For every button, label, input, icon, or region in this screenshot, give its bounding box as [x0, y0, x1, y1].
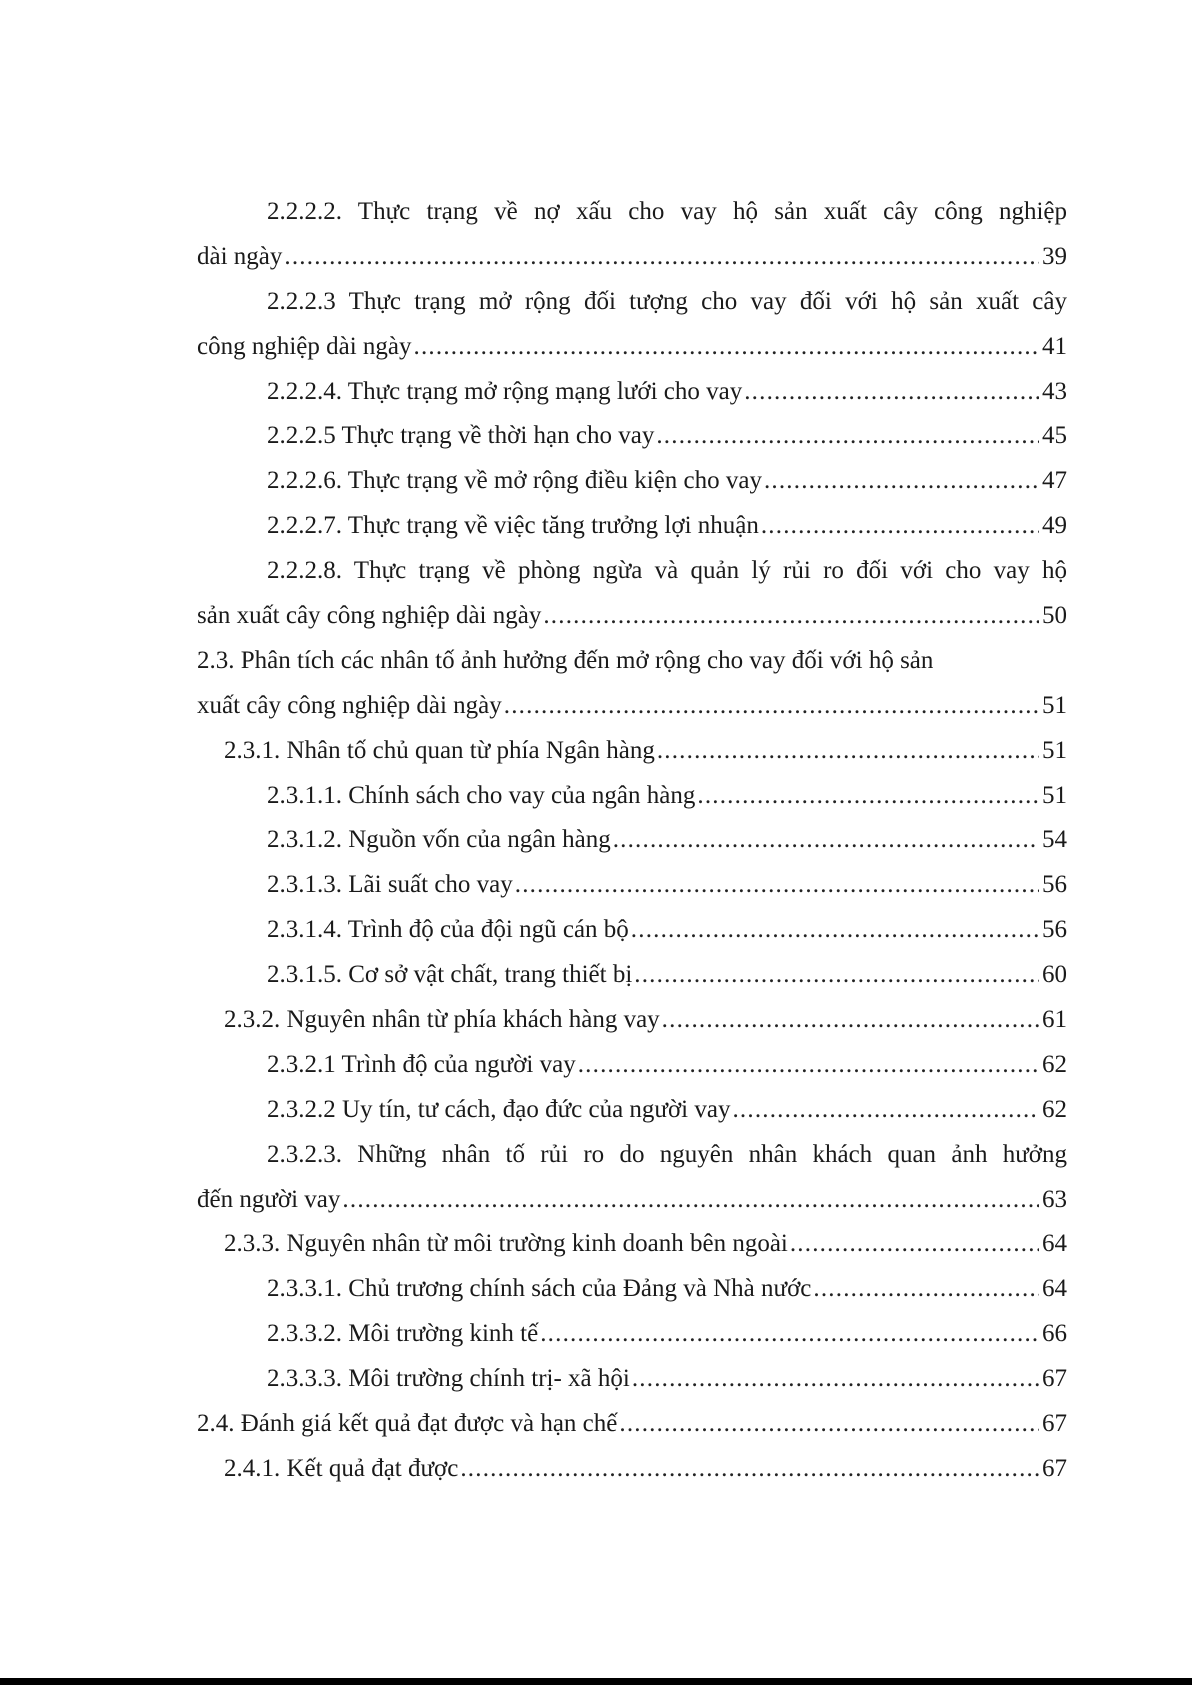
toc-entry-page-number: 67: [1042, 1454, 1067, 1482]
dot-leader: [504, 684, 1039, 729]
toc-entry[interactable]: [197, 325, 1067, 370]
toc-entry[interactable]: [197, 908, 1067, 953]
toc-entry[interactable]: [197, 1357, 1067, 1402]
toc-entry[interactable]: [197, 594, 1067, 639]
toc-entry[interactable]: [197, 1088, 1067, 1133]
toc-entry[interactable]: [197, 998, 1067, 1043]
toc-entry-first-line: 2.3. Phân tích các nhân tố ảnh hưởng đến mở rộng cho vay đối với hộ sản: [197, 646, 934, 674]
toc-entry-title: sản xuất cây công nghiệp dài ngày: [197, 602, 542, 630]
toc-entry-title: 2.3.3.2. Môi trường kinh tế: [267, 1320, 539, 1348]
toc-entry-page-number: 66: [1042, 1320, 1067, 1348]
toc-entry-page-number: 63: [1042, 1185, 1067, 1213]
toc-entry[interactable]: [197, 953, 1067, 998]
toc-entry-page-number: 51: [1042, 691, 1067, 719]
toc-entry-page-number: 67: [1042, 1410, 1067, 1438]
toc-entry-title: 2.4.1. Kết quả đạt được: [224, 1454, 459, 1482]
dot-leader: [764, 459, 1039, 504]
toc-entry-title: 2.3.2.2 Uy tín, tư cách, đạo đức của người vay: [267, 1095, 731, 1123]
toc-entry-page-number: 60: [1042, 961, 1067, 989]
toc-entry-page-number: 62: [1042, 1050, 1067, 1078]
toc-entry-page-number: 47: [1042, 467, 1067, 495]
toc-entry-title: 2.3.2.1 Trình độ của người vay: [267, 1050, 576, 1078]
bottom-border: [0, 1678, 1192, 1685]
dot-leader: [697, 774, 1039, 819]
toc-entry[interactable]: [197, 1312, 1067, 1357]
table-of-contents: [197, 190, 1067, 1492]
toc-entry-title: 2.3.3.3. Môi trường chính trị- xã hội: [267, 1365, 630, 1393]
toc-entry-title: 2.4. Đánh giá kết quả đạt được và hạn chế: [197, 1410, 618, 1438]
toc-entry[interactable]: [197, 459, 1067, 504]
toc-entry-page-number: 62: [1042, 1095, 1067, 1123]
dot-leader: [790, 1222, 1039, 1267]
toc-entry-page-number: 49: [1042, 512, 1067, 540]
toc-entry[interactable]: [197, 1267, 1067, 1312]
dot-leader: [619, 1402, 1039, 1447]
toc-entry[interactable]: [197, 818, 1067, 863]
toc-entry-page-number: 43: [1042, 377, 1067, 405]
toc-entry-first-line: 2.2.2.3 Thực trạng mở rộng đối tượng cho vay đối với hộ sản xuất cây: [267, 287, 1067, 315]
toc-entry-page-number: 61: [1042, 1006, 1067, 1034]
toc-entry-title: 2.3.3. Nguyên nhân từ môi trường kinh doanh bên ngoài: [224, 1230, 788, 1258]
dot-leader: [744, 370, 1039, 415]
toc-entry[interactable]: [197, 370, 1067, 415]
toc-entry-title: dài ngày: [197, 242, 283, 270]
dot-leader: [414, 325, 1039, 370]
toc-entry-title: 2.2.2.7. Thực trạng về việc tăng trưởng lợi nhuận: [267, 512, 759, 540]
toc-entry-title: 2.3.1.2. Nguồn vốn của ngân hàng: [267, 826, 611, 854]
dot-leader: [460, 1447, 1039, 1492]
toc-entry-title: 2.3.3.1. Chủ trương chính sách của Đảng và Nhà nước: [267, 1275, 812, 1303]
toc-entry[interactable]: [197, 235, 1067, 280]
dot-leader: [656, 414, 1039, 459]
toc-entry[interactable]: [197, 1447, 1067, 1492]
toc-entry-page-number: 56: [1042, 871, 1067, 899]
dot-leader: [284, 235, 1039, 280]
toc-entry[interactable]: [197, 684, 1067, 729]
toc-entry-first-line: 2.2.2.8. Thực trạng về phòng ngừa và quản lý rủi ro đối với cho vay hộ: [267, 557, 1067, 585]
toc-entry-page-number: 64: [1042, 1230, 1067, 1258]
toc-entry-title: 2.3.1.3. Lãi suất cho vay: [267, 871, 513, 899]
dot-leader: [732, 1088, 1039, 1133]
dot-leader: [631, 908, 1039, 953]
toc-entry-title: 2.2.2.4. Thực trạng mở rộng mạng lưới cho vay: [267, 377, 743, 405]
toc-entry-page-number: 45: [1042, 422, 1067, 450]
toc-entry[interactable]: [197, 729, 1067, 774]
toc-entry[interactable]: [197, 414, 1067, 459]
toc-entry-title: đến người vay: [197, 1185, 341, 1213]
toc-entry-title: 2.2.2.5 Thực trạng về thời hạn cho vay: [267, 422, 655, 450]
toc-entry[interactable]: [197, 1402, 1067, 1447]
toc-entry-first-line: 2.3.2.3. Những nhân tố rủi ro do nguyên nhân khách quan ảnh hưởng: [267, 1140, 1067, 1168]
dot-leader: [632, 1357, 1039, 1402]
toc-entry[interactable]: [197, 1178, 1067, 1223]
toc-entry-page-number: 56: [1042, 916, 1067, 944]
dot-leader: [578, 1043, 1039, 1088]
toc-entry-title: công nghiệp dài ngày: [197, 332, 412, 360]
dot-leader: [543, 594, 1039, 639]
dot-leader: [761, 504, 1039, 549]
toc-entry-page-number: 67: [1042, 1365, 1067, 1393]
toc-entry-title: xuất cây công nghiệp dài ngày: [197, 691, 502, 719]
toc-entry-page-number: 41: [1042, 332, 1067, 360]
toc-entry-page-number: 54: [1042, 826, 1067, 854]
toc-entry[interactable]: [197, 504, 1067, 549]
toc-entry-first-line: 2.2.2.2. Thực trạng về nợ xấu cho vay hộ sản xuất cây công nghiệp: [267, 198, 1067, 225]
toc-entry-page-number: 51: [1042, 736, 1067, 764]
toc-entry[interactable]: [197, 774, 1067, 819]
dot-leader: [613, 818, 1039, 863]
dot-leader: [540, 1312, 1039, 1357]
toc-entry-title: 2.3.1. Nhân tố chủ quan từ phía Ngân hàng: [224, 736, 655, 764]
dot-leader: [342, 1178, 1039, 1223]
toc-entry-page-number: 39: [1042, 242, 1067, 270]
dot-leader: [657, 729, 1039, 774]
dot-leader: [515, 863, 1039, 908]
toc-entry[interactable]: [197, 863, 1067, 908]
dot-leader: [662, 998, 1039, 1043]
toc-entry-title: 2.3.1.1. Chính sách cho vay của ngân hàng: [267, 781, 696, 809]
dot-leader: [813, 1267, 1039, 1312]
toc-entry[interactable]: [197, 1043, 1067, 1088]
toc-entry-title: 2.3.2. Nguyên nhân từ phía khách hàng vay: [224, 1006, 660, 1034]
toc-entry-title: 2.3.1.5. Cơ sở vật chất, trang thiết bị: [267, 961, 633, 989]
toc-entry-page-number: 50: [1042, 602, 1067, 630]
toc-entry-title: 2.3.1.4. Trình độ của đội ngũ cán bộ: [267, 916, 629, 944]
toc-entry[interactable]: [197, 1222, 1067, 1267]
toc-entry-page-number: 51: [1042, 781, 1067, 809]
toc-entry-title: 2.2.2.6. Thực trạng về mở rộng điều kiện cho vay: [267, 467, 762, 495]
dot-leader: [634, 953, 1039, 998]
toc-entry-page-number: 64: [1042, 1275, 1067, 1303]
